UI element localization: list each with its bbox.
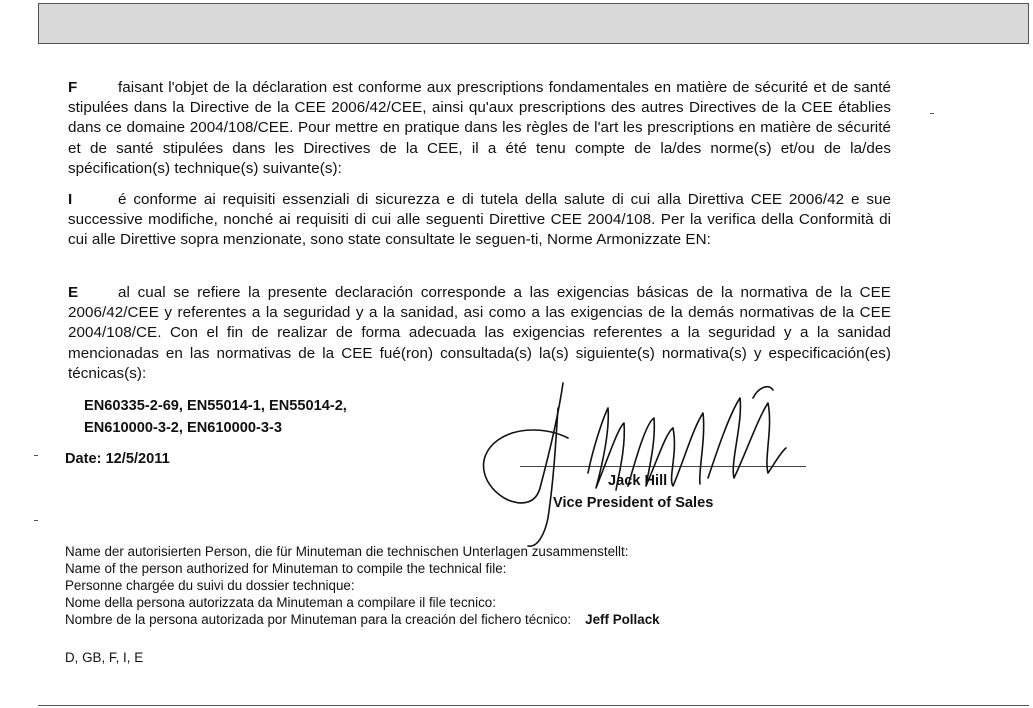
standards-line-1: EN60335-2-69, EN55014-1, EN55014-2, <box>84 398 347 414</box>
handwritten-signature <box>468 378 808 553</box>
language-letter-fr: F <box>68 79 78 96</box>
footer-rule <box>38 705 1029 706</box>
responsible-line-en: Name of the person authorized for Minuteman to compile the technical file: <box>65 561 507 576</box>
signer-name: Jack Hill <box>608 473 668 489</box>
date-label: Date: <box>65 451 102 467</box>
standards-list <box>84 395 347 439</box>
responsible-person-block <box>65 543 660 628</box>
margin-mark <box>930 113 934 114</box>
language-letter-it: I <box>68 191 73 208</box>
header-bar <box>38 3 1029 44</box>
responsible-line-it: Nome della persona autorizzata da Minuteman a compilare il file tecnico: <box>65 595 496 610</box>
declaration-paragraph-es <box>68 283 891 384</box>
date-value: 12/5/2011 <box>105 451 170 467</box>
language-codes: D, GB, F, I, E <box>65 650 144 665</box>
responsible-line-es <box>65 611 660 628</box>
declaration-text-it: é conforme ai requisiti essenziali di sicurezza e di tutela della salute di cui alla Direttiva CEE 2006/42 e sue successive modifiche, nonché ai requisiti di cui alle seguenti Direttive CEE 2004/108. Per la verifica della Conformità di cui alle Direttive sopra menzionate, sono state consultate le seguen-ti, Norme Armonizzate EN: <box>68 191 891 249</box>
standards-line-2: EN610000-3-2, EN610000-3-3 <box>84 420 282 436</box>
signer-title: Vice President of Sales <box>553 495 714 511</box>
language-letter-es: E <box>68 284 79 301</box>
responsible-person-name: Jeff Pollack <box>585 612 660 627</box>
margin-mark <box>34 455 38 456</box>
declaration-paragraph-it <box>68 190 891 251</box>
declaration-text-fr: faisant l'objet de la déclaration est conforme aux prescriptions fondamentales en matière de sécurité et de santé stipulées dans la Directive de la CEE 2006/42/CEE, ainsi qu'aux prescriptions des autres Directives de la CEE établies dans ce domaine 2004/108/CEE. Pour mettre en pratique dans les règles de l'art les prescriptions en matière de sécurité et de santé stipulées dans les Directives de la CEE, il a été tenu compte de la/des norme(s) et/ou de la/des spécification(s) technique(s) suivante(s): <box>68 79 891 177</box>
responsible-line-fr: Personne chargée du suivi du dossier technique: <box>65 578 355 593</box>
margin-mark <box>34 520 38 521</box>
responsible-line-es-text: Nombre de la persona autorizada por Minuteman para la creación del fichero técnico: <box>65 612 572 627</box>
declaration-paragraph-fr <box>68 78 891 179</box>
responsible-line-de: Name der autorisierten Person, die für Minuteman die technischen Unterlagen zusammenstellt: <box>65 544 629 559</box>
date-line <box>65 451 170 467</box>
declaration-text-es: al cual se refiere la presente declaración corresponde a las exigencias básicas de la normativa de la CEE 2006/42/CEE y referentes a la seguridad y a la sanidad, asi como a las exigencias de la demás normativas de la CEE 2004/108/CE. Con el fin de realizar de forma adecuada las exigencias referentes a la seguridad y a la sanidad mencionadas en las normativas de la CEE fué(ron) consultada(s) la(s) siguiente(s) normativa(s) y especificación(es) técnicas(s): <box>68 284 891 382</box>
